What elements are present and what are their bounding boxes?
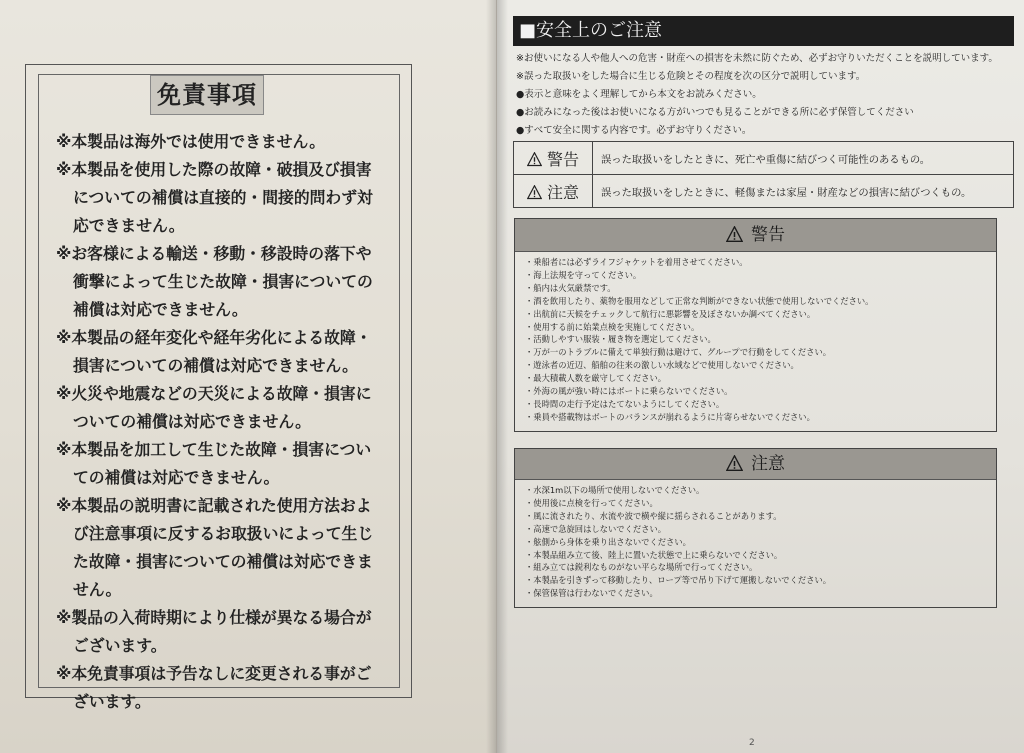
disclaimer-item: ※本製品の経年変化や経年劣化による故障・損害についての補償は対応できません。 xyxy=(56,328,372,375)
intro-line: ●すべて安全に関する内容です。必ずお守りください。 xyxy=(516,125,752,136)
caution-item: ・組み立ては鋭利なものがない平らな場所で行ってください。 xyxy=(525,562,758,573)
intro-line: ●お読みになった後はお使いになる方がいつでも見ることができる所に必ず保管してください xyxy=(516,107,914,118)
warning-item: ・乗員や搭載物はボートのバランスが崩れるように片寄らせないでください。 xyxy=(525,411,815,422)
caution-item: ・保管保管は行わないでください。 xyxy=(525,588,658,599)
warning-item: ・使用する前に始業点検を実施してください。 xyxy=(525,321,700,332)
book-gutter xyxy=(486,0,508,753)
caution-box-header xyxy=(515,449,996,480)
warning-item: ・出航前に天候をチェックして航行に悪影響を及ぼさないか調べてください。 xyxy=(525,308,816,319)
disclaimer-item: ※お客様による輸送・移動・移設時の落下や衝撃によって生じた故障・損害についての補償は対応できません。 xyxy=(56,244,373,319)
hazard-level-table xyxy=(513,141,1014,208)
disclaimer-title: 免責事項 xyxy=(150,75,264,115)
safety-heading: ■安全上のご注意 xyxy=(513,16,1014,46)
caution-item: ・風に流されたり、水流や波で横や縦に揺らされることがあります。 xyxy=(525,510,782,521)
disclaimer-list xyxy=(56,128,374,716)
warning-list xyxy=(515,252,996,424)
warning-item: ・遊泳者の近辺、船舶の往来の激しい水域などで使用しないでください。 xyxy=(525,360,799,371)
caution-triangle-icon xyxy=(527,185,542,200)
intro-line: ※お使いになる人や他人への危害・財産への損害を未然に防ぐため、必ずお守りいただくことを説明しています。 xyxy=(516,53,998,64)
disclaimer-item: ※本製品は海外では使用できません。 xyxy=(56,132,326,151)
disclaimer-item: ※本免責事項は予告なしに変更される事がございます。 xyxy=(56,664,372,711)
warning-item: ・酒を飲用したり、薬物を服用などして正常な判断ができない状態で使用しないでください。 xyxy=(525,295,874,306)
disclaimer-item: ※本製品を使用した際の故障・破損及び損害についての補償は直接的・間接的問わず対応できません。 xyxy=(56,160,373,235)
disclaimer-item: ※本製品の説明書に記載された使用方法および注意事項に反するお取扱いによって生じた故障・損害についての補償は対応できません。 xyxy=(56,496,374,599)
hazard-level-row-warning xyxy=(514,142,1014,175)
caution-box-title: 注意 xyxy=(751,454,785,474)
warning-item: ・万が一のトラブルに備えて単独行動は避けて、グループで行動をしてください。 xyxy=(525,347,832,358)
caution-item: ・本製品を引きずって移動したり、ロープ等で吊り下げて運搬しないでください。 xyxy=(525,575,832,586)
caution-box xyxy=(514,448,997,608)
caution-item: ・水深1m以下の場所で使用しないでください。 xyxy=(525,485,705,495)
level-name-warning: 警告 xyxy=(546,149,579,169)
warning-triangle-icon xyxy=(726,226,743,243)
warning-item: ・活動しやすい服装・履き物を選定してください。 xyxy=(525,334,716,345)
warning-item: ・長時間の走行予定はたてないようにしてください。 xyxy=(525,398,725,409)
warning-box-title: 警告 xyxy=(751,225,785,245)
intro-line: ※誤った取扱いをした場合に生じる危険とその程度を次の区分で説明しています。 xyxy=(516,71,866,82)
level-desc-warning: 誤った取扱いをしたときに、死亡や重傷に結びつく可能性のあるもの。 xyxy=(593,142,1014,175)
warning-item: ・乗船者には必ずライフジャケットを着用させてください。 xyxy=(525,257,748,267)
warning-box xyxy=(514,218,997,432)
caution-triangle-icon xyxy=(726,455,743,472)
disclaimer-item: ※火災や地震などの天災による故障・損害についての補償は対応できません。 xyxy=(56,384,372,431)
warning-item: ・最大積載人数を厳守してください。 xyxy=(525,373,667,384)
caution-item: ・本製品組み立て後、陸上に置いた状態で上に乗らないでください。 xyxy=(525,549,783,560)
hazard-level-row-caution xyxy=(514,175,1014,208)
caution-item: ・使用後に点検を行ってください。 xyxy=(525,497,658,508)
intro-line: ●表示と意味をよく理解してから本文をお読みください。 xyxy=(516,89,762,100)
warning-item: ・船内は火気厳禁です。 xyxy=(525,282,616,293)
disclaimer-item: ※製品の入荷時期により仕様が異なる場合がございます。 xyxy=(56,608,372,655)
caution-list xyxy=(515,480,996,600)
warning-item: ・海上法規を守ってください。 xyxy=(525,269,642,280)
caution-item: ・高速で急旋回はしないでください。 xyxy=(525,523,667,534)
warning-item: ・外海の風が強い時にはボートに乗らないでください。 xyxy=(525,386,733,397)
safety-intro-list xyxy=(516,50,1016,140)
level-desc-caution: 誤った取扱いをしたときに、軽傷または家屋・財産などの損害に結びつくもの。 xyxy=(593,175,1014,208)
page-number: 2 xyxy=(749,738,755,748)
disclaimer-item: ※本製品を加工して生じた故障・損害についての補償は対応できません。 xyxy=(56,440,372,487)
warning-box-header xyxy=(515,219,996,252)
warning-triangle-icon xyxy=(527,152,542,167)
level-name-caution: 注意 xyxy=(546,182,579,202)
caution-item: ・舷側から身体を乗り出さないでください。 xyxy=(525,536,691,547)
